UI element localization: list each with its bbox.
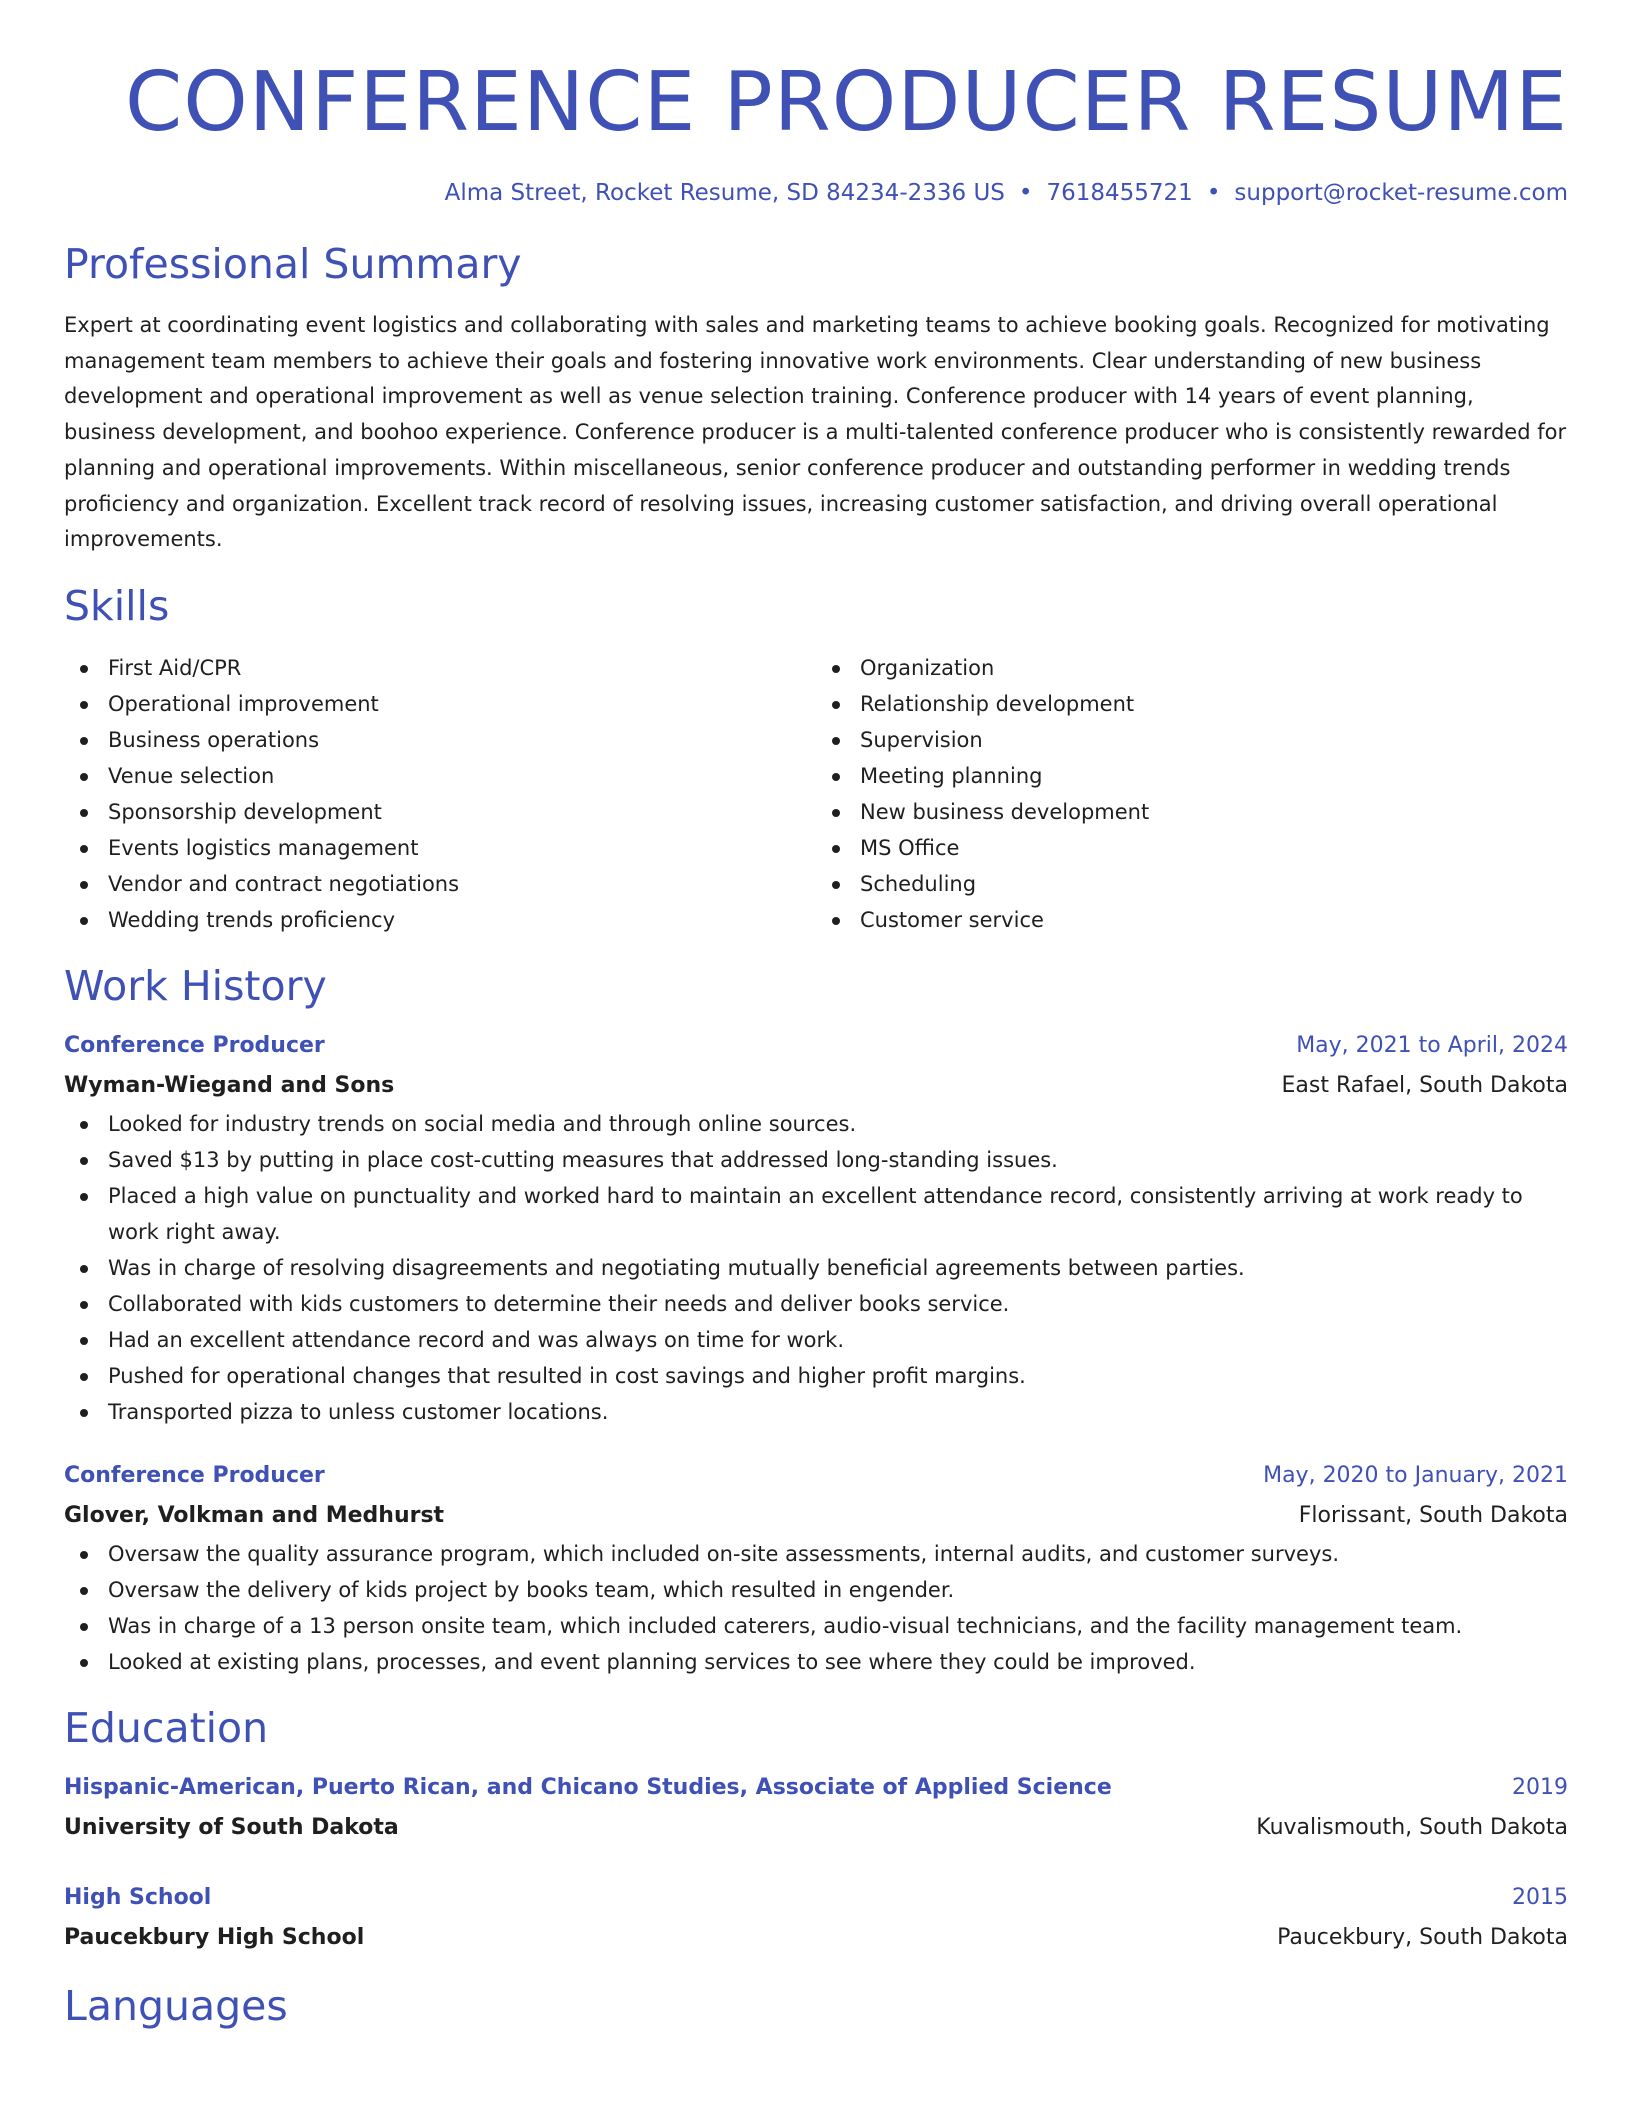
job-bullet: Looked at existing plans, processes, and event planning services to see where they could be improved. (64, 1644, 1568, 1680)
job-dates: May, 2021 to April, 2024 (1296, 1032, 1568, 1058)
education-school-row (64, 1808, 1568, 1848)
skill-item: MS Office (816, 830, 1568, 866)
job-location: East Rafael, South Dakota (1281, 1072, 1568, 1098)
contact-phone: 7618455721 (1046, 180, 1193, 206)
education-degree-row (64, 1768, 1568, 1808)
job-title-row (64, 1456, 1568, 1496)
skill-item: Supervision (816, 722, 1568, 758)
skill-item: Scheduling (816, 866, 1568, 902)
job-bullets (64, 1536, 1568, 1680)
skills-heading: Skills (64, 581, 170, 630)
work-section (64, 960, 1568, 1680)
education-year: 2019 (1512, 1774, 1568, 1800)
job-entry (64, 1456, 1568, 1680)
skill-item: Venue selection (64, 758, 816, 794)
job-bullet: Pushed for operational changes that resulted in cost savings and higher profit margins. (64, 1358, 1568, 1394)
skill-item: Wedding trends proficiency (64, 902, 816, 938)
summary-text: Expert at coordinating event logistics and collaborating with sales and marketing teams to achieve booking goals. Recognized for motivating management team members to achieve their goals and fostering innovative work environments. Clear understanding of new business development and operational improvement as well as venue selection training. Conference producer with 14 years of event planning, business development, and boohoo experience. Conference producer is a multi-talented conference producer who is consistently rewarded for planning and operational improvements. Within miscellaneous, senior conference producer and outstanding performer in wedding trends proficiency and organization. Excellent track record of resolving issues, increasing customer satisfaction, and driving overall operational improvements. (64, 313, 1567, 552)
job-bullet: Oversaw the delivery of kids project by books team, which resulted in engender. (64, 1572, 1568, 1608)
job-location: Florissant, South Dakota (1298, 1502, 1568, 1528)
job-bullet: Was in charge of resolving disagreements and negotiating mutually beneficial agreements between parties. (64, 1250, 1568, 1286)
job-bullet: Transported pizza to unless customer locations. (64, 1394, 1568, 1430)
contact-separator: • (1018, 180, 1033, 206)
education-heading: Education (64, 1703, 269, 1752)
skill-item: Operational improvement (64, 686, 816, 722)
education-degree: High School (64, 1884, 212, 1910)
job-bullet: Saved $13 by putting in place cost-cutting measures that addressed long-standing issues. (64, 1142, 1568, 1178)
skill-item: Sponsorship development (64, 794, 816, 830)
education-school-row (64, 1918, 1568, 1958)
education-degree: Hispanic-American, Puerto Rican, and Chicano Studies, Associate of Applied Science (64, 1774, 1112, 1800)
job-employer: Glover, Volkman and Medhurst (64, 1502, 445, 1528)
job-bullet: Oversaw the quality assurance program, which included on-site assessments, internal audits, and customer surveys. (64, 1536, 1568, 1572)
job-dates: May, 2020 to January, 2021 (1263, 1462, 1568, 1488)
skill-item: Customer service (816, 902, 1568, 938)
education-location: Kuvalismouth, South Dakota (1256, 1814, 1568, 1840)
contact-address: Alma Street, Rocket Resume, SD 84234-2336 US (444, 180, 1005, 206)
skill-item: First Aid/CPR (64, 650, 816, 686)
skill-item: Organization (816, 650, 1568, 686)
skill-item: Business operations (64, 722, 816, 758)
job-title: Conference Producer (64, 1032, 325, 1058)
education-entry (64, 1878, 1568, 1958)
contact-separator: • (1206, 180, 1221, 206)
education-section (64, 1702, 1568, 1958)
job-entry (64, 1026, 1568, 1430)
skill-item: Vendor and contract negotiations (64, 866, 816, 902)
job-title-row (64, 1026, 1568, 1066)
work-heading: Work History (64, 961, 327, 1010)
job-employer-row (64, 1496, 1568, 1536)
job-bullet: Looked for industry trends on social media and through online sources. (64, 1106, 1568, 1142)
summary-section (64, 238, 1568, 558)
skills-left-list (64, 650, 816, 938)
contact-line (64, 180, 1568, 206)
contact-email[interactable]: support@rocket-resume.com (1234, 180, 1568, 206)
skills-right-list (816, 650, 1568, 938)
education-location: Paucekbury, South Dakota (1277, 1924, 1568, 1950)
skill-item: Events logistics management (64, 830, 816, 866)
education-degree-row (64, 1878, 1568, 1918)
skill-item: Meeting planning (816, 758, 1568, 794)
education-school: University of South Dakota (64, 1814, 399, 1840)
skills-columns (64, 650, 1568, 938)
summary-heading: Professional Summary (64, 240, 522, 288)
languages-section (64, 1980, 1568, 2032)
job-employer-row (64, 1066, 1568, 1106)
education-year: 2015 (1512, 1884, 1568, 1910)
education-entry (64, 1768, 1568, 1848)
languages-heading: Languages (64, 1981, 288, 2030)
job-bullet: Had an excellent attendance record and was always on time for work. (64, 1322, 1568, 1358)
resume-title: CONFERENCE PRODUCER RESUME (124, 55, 1568, 150)
job-employer: Wyman-Wiegand and Sons (64, 1072, 395, 1098)
job-bullet: Collaborated with kids customers to determine their needs and deliver books service. (64, 1286, 1568, 1322)
education-school: Paucekbury High School (64, 1924, 365, 1950)
job-bullet: Placed a high value on punctuality and worked hard to maintain an excellent attendance record, consistently arriving at work ready to work right away. (64, 1178, 1568, 1250)
skill-item: Relationship development (816, 686, 1568, 722)
skills-section (64, 580, 1568, 938)
job-bullet: Was in charge of a 13 person onsite team, which included caterers, audio-visual technicians, and the facility management team. (64, 1608, 1568, 1644)
skill-item: New business development (816, 794, 1568, 830)
job-bullets (64, 1106, 1568, 1430)
job-title: Conference Producer (64, 1462, 325, 1488)
